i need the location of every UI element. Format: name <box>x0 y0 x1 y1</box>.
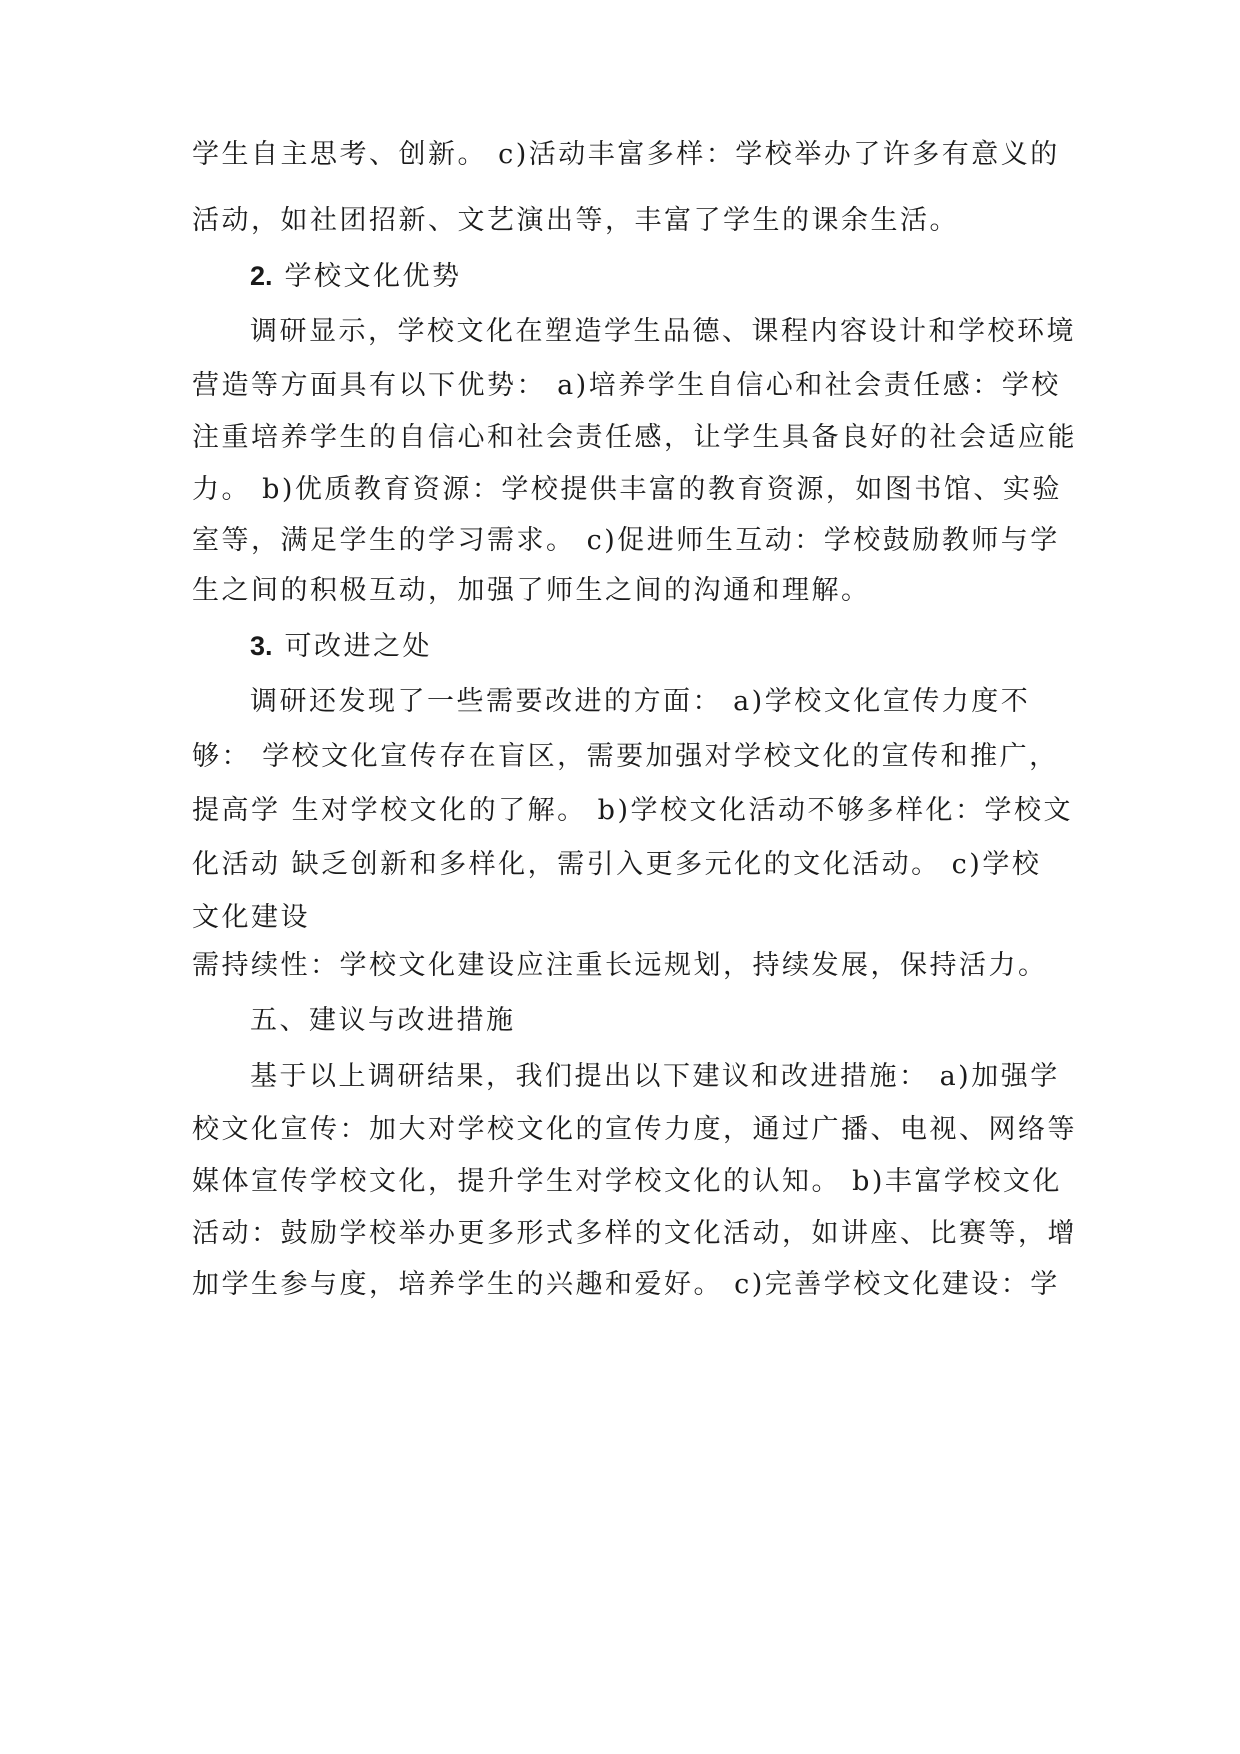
section-heading <box>250 256 1130 297</box>
body-line: 化活动 缺乏创新和多样化，需引入更多元化的文化活动。 c)学校 <box>192 849 1042 880</box>
body-line: 提高学 生对学校文化的了解。 b)学校文化活动不够多样化：学校文 <box>192 795 1073 826</box>
body-line: 活动：鼓励学校举办更多形式多样的文化活动，如讲座、比赛等，增 <box>192 1218 1077 1249</box>
body-line: 需持续性：学校文化建设应注重长远规划，持续发展，保持活力。 <box>192 950 1048 981</box>
body-line: 够： 学校文化宣传存在盲区，需要加强对学校文化的宣传和推广， <box>192 741 1059 772</box>
body-line: 学生自主思考、创新。 c)活动丰富多样：学校举办了许多有意义的 <box>192 139 1060 170</box>
section-heading: 五、建议与改进措施 <box>250 1005 516 1036</box>
body-line: 室等，满足学生的学习需求。 c)促进师生互动：学校鼓励教师与学 <box>192 525 1060 556</box>
body-line: 营造等方面具有以下优势： a)培养学生自信心和社会责任感：学校 <box>192 370 1061 401</box>
paragraph-first-line: 基于以上调研结果，我们提出以下建议和改进措施： a)加强学 <box>250 1061 1060 1092</box>
paragraph-first-line: 调研显示，学校文化在塑造学生品德、课程内容设计和学校环境 <box>250 316 1076 347</box>
paragraph-first-line: 调研还发现了一些需要改进的方面： a)学校文化宣传力度不 <box>250 686 1031 717</box>
body-line: 文化建设 <box>192 902 310 933</box>
body-line: 校文化宣传：加大对学校文化的宣传力度，通过广播、电视、网络等 <box>192 1114 1077 1145</box>
body-line: 力。 b)优质教育资源：学校提供丰富的教育资源，如图书馆、实验 <box>192 474 1062 505</box>
heading-text: 可改进之处 <box>284 631 433 662</box>
heading-text: 学校文化优势 <box>284 261 462 292</box>
heading-number: 3. <box>250 631 273 661</box>
section-heading <box>250 626 1130 667</box>
body-line: 媒体宣传学校文化，提升学生对学校文化的认知。 b)丰富学校文化 <box>192 1166 1062 1197</box>
body-line: 活动，如社团招新、文艺演出等，丰富了学生的课余生活。 <box>192 205 959 236</box>
body-line: 生之间的积极互动，加强了师生之间的沟通和理解。 <box>192 575 871 606</box>
body-line: 加学生参与度，培养学生的兴趣和爱好。 c)完善学校文化建设：学 <box>192 1269 1060 1300</box>
body-line: 注重培养学生的自信心和社会责任感，让学生具备良好的社会适应能 <box>192 422 1077 453</box>
heading-number: 2. <box>250 261 273 291</box>
